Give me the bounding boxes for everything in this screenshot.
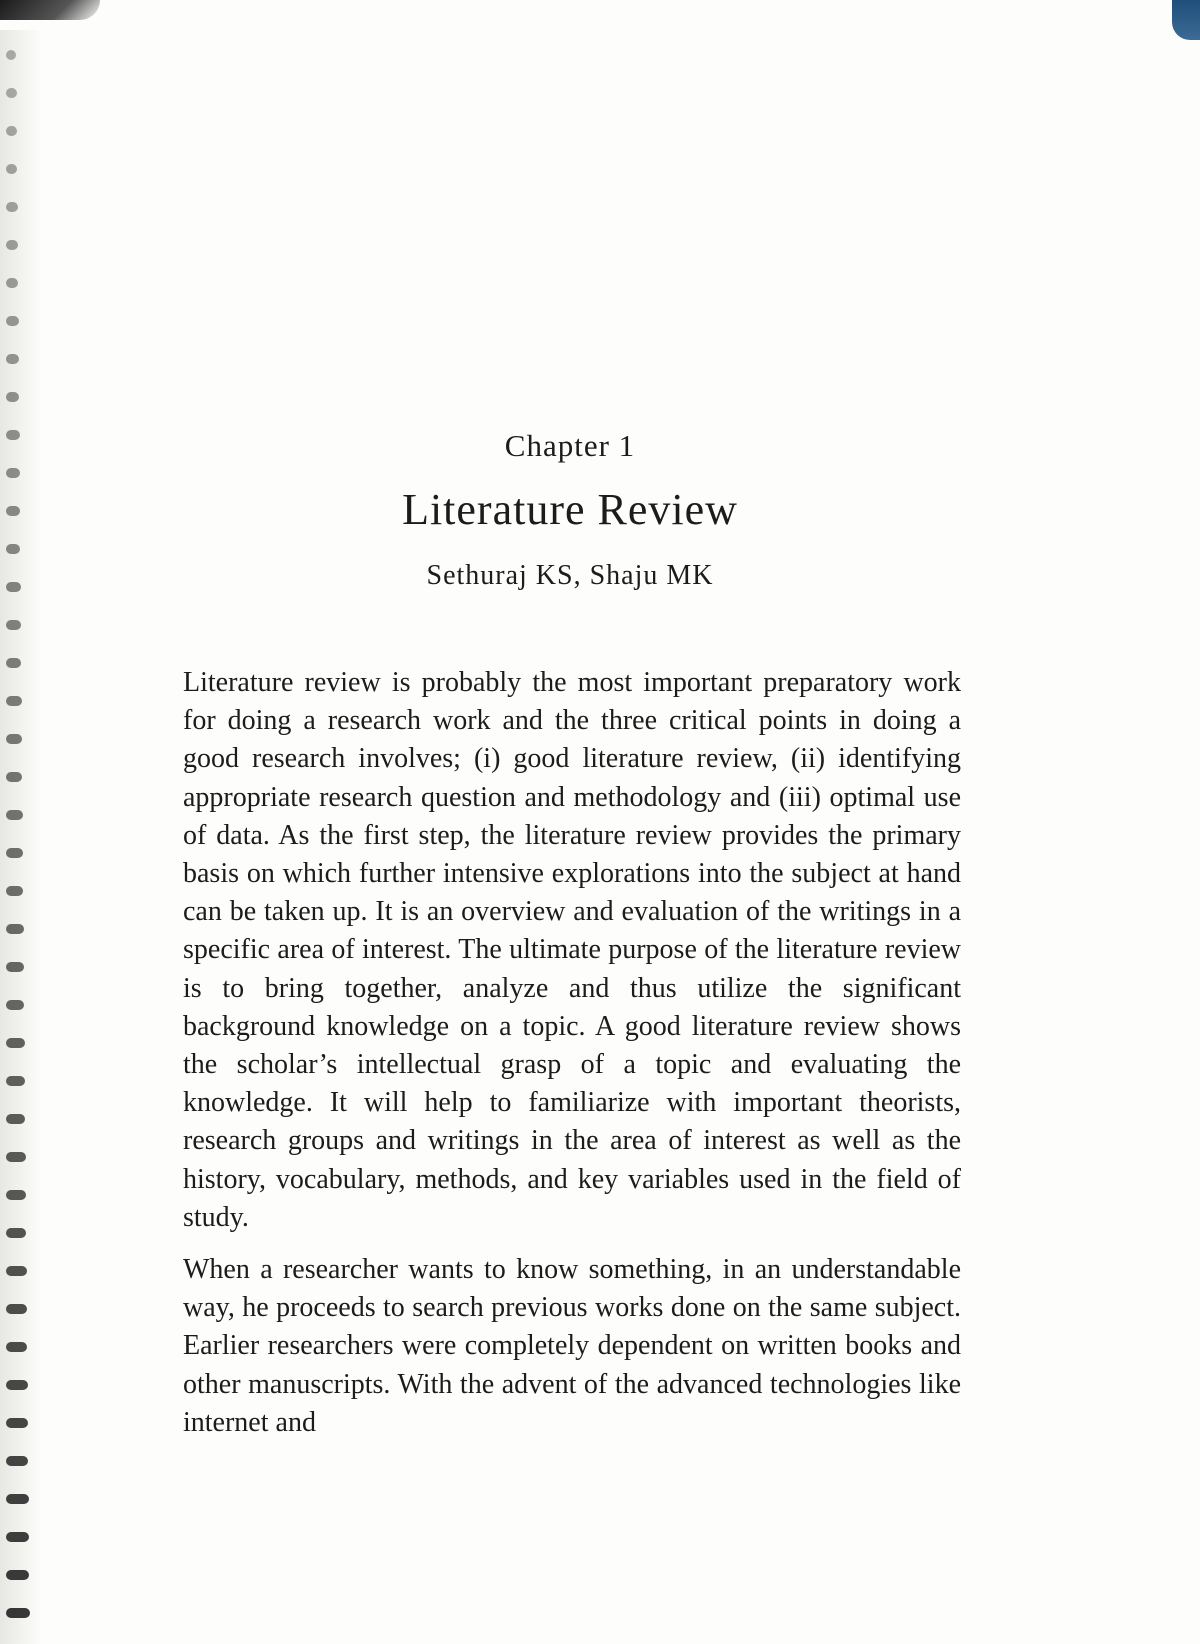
body-text	[183, 664, 961, 1456]
binding-hole	[6, 1380, 28, 1390]
corner-tab	[1172, 0, 1200, 40]
binding-hole	[6, 658, 21, 668]
binding-hole	[6, 1532, 29, 1542]
binding-hole	[6, 1304, 27, 1314]
binding-hole	[6, 316, 19, 326]
binding-hole	[6, 810, 23, 820]
binding-hole	[6, 734, 22, 744]
binding-hole	[6, 696, 22, 706]
binding-hole	[6, 1228, 26, 1238]
spiral-binding	[0, 30, 42, 1644]
binding-hole	[6, 544, 20, 554]
binding-hole	[6, 164, 17, 174]
binding-hole	[6, 1418, 28, 1428]
chapter-authors: Sethuraj KS, Shaju MK	[426, 560, 714, 591]
binding-hole	[6, 50, 16, 60]
binding-hole	[6, 1494, 29, 1504]
chapter-label: Chapter 1	[504, 428, 636, 463]
binding-hole	[6, 468, 20, 478]
binding-hole	[6, 772, 22, 782]
binding-hole	[6, 1342, 27, 1352]
binding-hole	[6, 354, 19, 364]
binding-hole	[6, 278, 18, 288]
paragraph: Literature review is probably the most important preparatory work for doing a research work and the three critical points in doing a good research involves; (i) good literature review, (ii) identifying appropriate research question and methodology and (iii) optimal use of data. As the first step, the literature review provides the primary basis on which further intensive explorations into the subject at hand can be taken up. It is an overview and evaluation of the writings in a specific area of interest. The ultimate purpose of the literature review is to bring together, analyze and thus utilize the significant background knowledge on a topic. A good literature review shows the scholar’s intellectual grasp of a topic and evaluating the knowledge. It will help to familiarize with important theorists, research groups and writings in the area of interest as well as the history, vocabulary, methods, and key variables used in the field of study.	[183, 667, 961, 1233]
binding-hole	[6, 202, 18, 212]
binding-hole	[6, 848, 23, 858]
binding-hole	[6, 392, 19, 402]
chapter-title: Literature Review	[402, 485, 738, 534]
binding-hole	[6, 1114, 25, 1124]
binding-hole	[6, 1000, 24, 1010]
binding-hole	[6, 962, 24, 972]
binding-hole	[6, 1266, 27, 1276]
binding-hole	[6, 1190, 26, 1200]
binding-hole	[6, 924, 24, 934]
binding-hole	[6, 1570, 29, 1580]
binding-hole	[6, 620, 21, 630]
binding-hole	[6, 1076, 25, 1086]
page-edge-shadow	[0, 0, 100, 20]
binding-hole	[6, 1152, 26, 1162]
binding-hole	[6, 1608, 30, 1618]
binding-hole	[6, 1456, 28, 1466]
binding-hole	[6, 1038, 25, 1048]
binding-hole	[6, 88, 17, 98]
paragraph: When a researcher wants to know something, in an understandable way, he proceeds to search previous works done on the same subject. Earlier researchers were completely dependent on written books and other manuscripts. With the advent of the advanced technologies like internet and	[183, 1254, 961, 1438]
binding-hole	[6, 886, 23, 896]
binding-hole	[6, 126, 17, 136]
binding-hole	[6, 240, 18, 250]
